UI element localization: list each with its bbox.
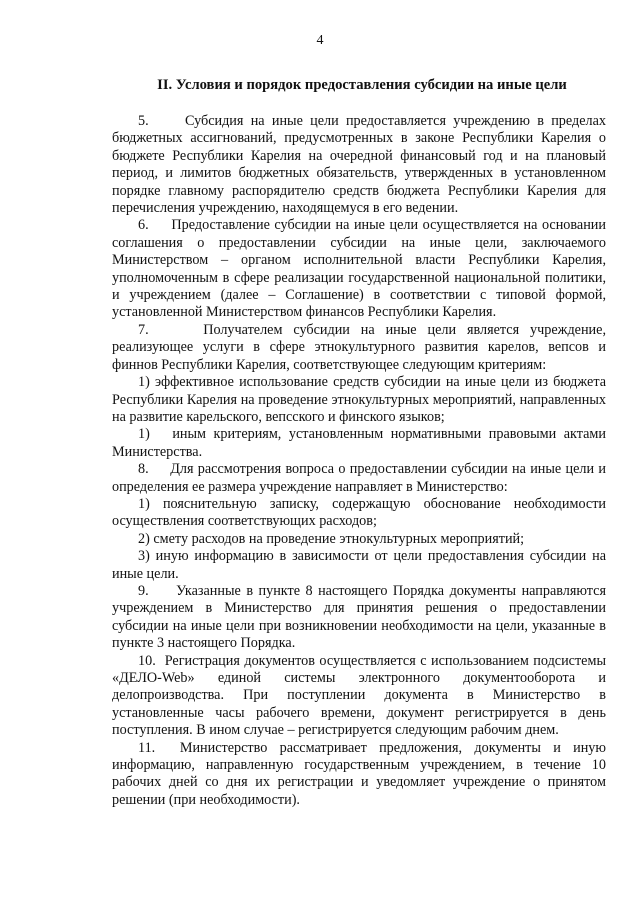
paragraph-8-item-3: 3) иную информацию в зависимости от цели предоставления субсидии на иные цели. <box>112 548 606 582</box>
paragraph-10: 10. Регистрация документов осуществляется с использованием подсистемы «ДЕЛО-Web» единой системы электронного документооборота и делопроизводства. При поступлении документа в Министерство в установленные часы рабочего времени, документ регистрируется в день поступления. В ином случае – регистрируется следующим рабочим днем. <box>112 652 606 739</box>
paragraph-7-criterion-2: 1) иным критериям, установленным нормативными правовыми актами Министерства. <box>112 426 606 460</box>
page-number: 4 <box>316 33 324 48</box>
paragraph-6: 6. Предоставление субсидии на иные цели осуществляется на основании соглашения о предоставлении субсидии на иные цели, заключаемого Министерством – органом исполнительной власти Республики Карелия, уполномоченным в сфере реализации государственной национальной политики, и учреждением (далее – Соглашение) в соответствии с типовой формой, установленной Министерством финансов Республики Карелия. <box>112 217 606 321</box>
paragraph-8: 8. Для рассмотрения вопроса о предоставлении субсидии на иные цели и определения ее размера учреждение направляет в Министерство: <box>112 461 606 495</box>
paragraph-8-item-1: 1) пояснительную записку, содержащую обоснование необходимости осуществления соответствующих расходов; <box>112 495 606 530</box>
document-body <box>112 113 606 809</box>
paragraph-5: 5. Субсидия на иные цели предоставляется учреждению в пределах бюджетных ассигнований, предусмотренных в законе Республики Карелия о бюджете Республики Карелия на очередной финансовый год и на плановый период, и лимитов бюджетных обязательств, утвержденных в установленном порядке главному распорядителю средств бюджета Республики Карелия для перечисления учреждению, находящемуся в его ведении. <box>112 113 606 217</box>
paragraph-11: 11. Министерство рассматривает предложения, документы и иную информацию, направленную государственным учреждением, в течение 10 рабочих дней со дня их регистрации и уведомляет учреждение о принятом решении (при необходимости). <box>112 739 606 808</box>
section-title: II. Условия и порядок предоставления субсидии на иные цели <box>157 77 567 93</box>
paragraph-7-criterion-1: 1) эффективное использование средств субсидии на иные цели из бюджета Республики Карелия на проведение этнокультурных мероприятий, направленных на развитие карельского, вепсского и финского языков; <box>112 374 606 425</box>
paragraph-7: 7. Получателем субсидии на иные цели является учреждение, реализующее услуги в сфере этнокультурного развития карелов, вепсов и финнов Республики Карелия, соответствующее следующим критериям: <box>112 321 606 373</box>
paragraph-8-item-2: 2) смету расходов на проведение этнокультурных мероприятий; <box>138 530 525 547</box>
paragraph-9: 9. Указанные в пункте 8 настоящего Порядка документы направляются учреждением в Министерство для принятия решения о предоставлении субсидии на иные цели при возникновении необходимости на цели, указанные в пункте 3 настоящего Порядка. <box>112 582 606 652</box>
